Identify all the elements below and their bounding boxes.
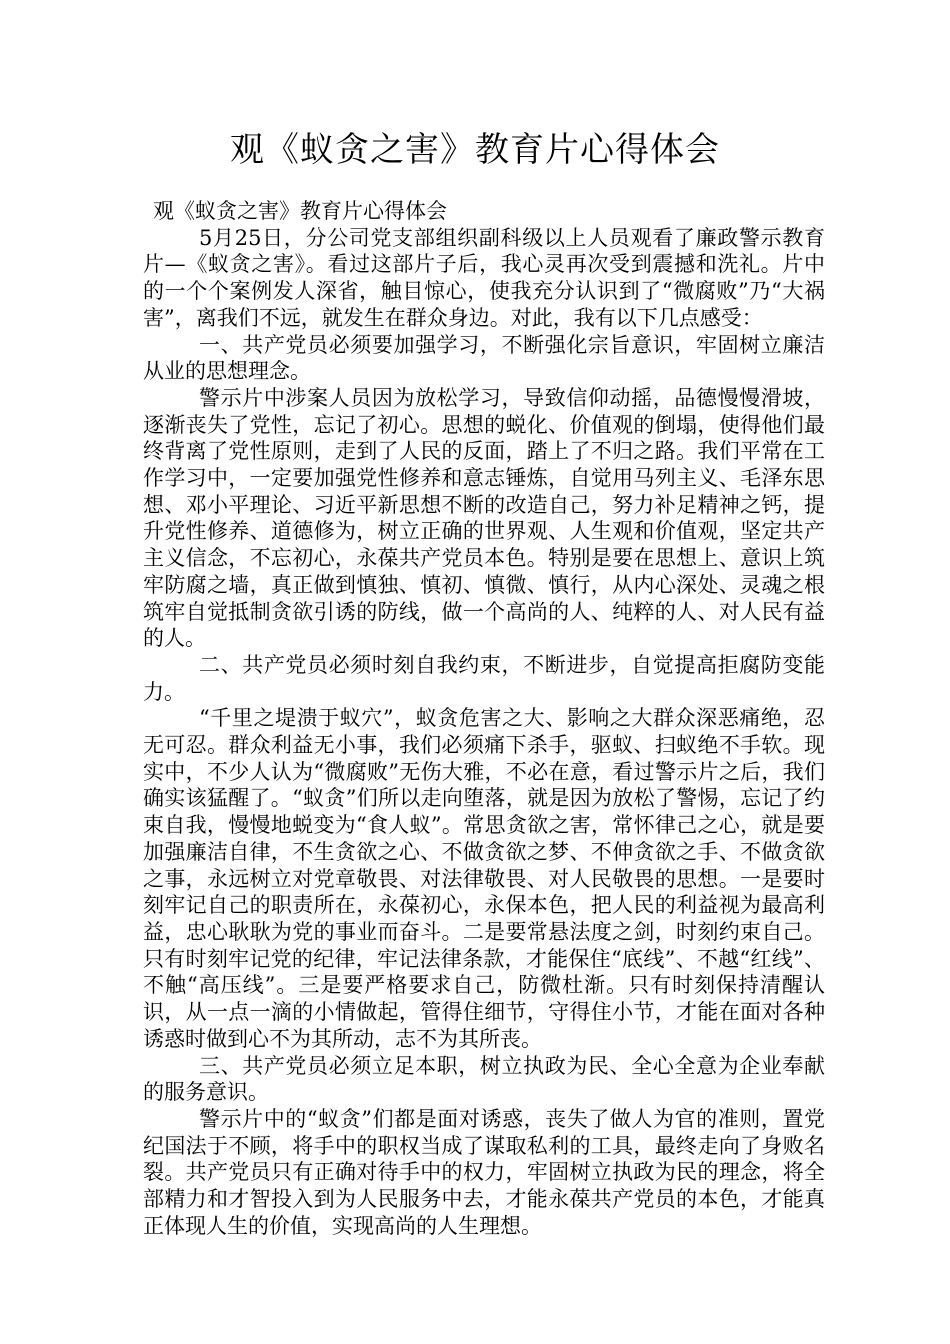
section-heading-2: 二、共产党员必须时刻自我约束，不断进步，自觉提高拒腐防变能力。 [143,652,825,704]
section-heading-1: 一、共产党员必须要加强学习，不断强化宗旨意识，牢固树立廉洁从业的思想理念。 [143,332,825,384]
document-body [143,198,825,1239]
paragraph-section-1: 警示片中涉案人员因为放松学习，导致信仰动摇，品德慢慢滑坡，逐渐丧失了党性，忘记了初心。思想的蜕化、价值观的倒塌，使得他们最终背离了党性原则，走到了人民的反面，踏上了不归之路。我们平常在工作学习中，一定要加强党性修养和意志锤炼，自觉用马列主义、毛泽东思想、邓小平理论、习近平新思想不断的改造自己，努力补足精神之钙，提升党性修养、道德修为，树立正确的世界观、人生观和价值观，坚定共产主义信念，不忘初心，永葆共产党员本色。特别是要在思想上、意识上筑牢防腐之墙，真正做到慎独、慎初、慎微、慎行，从内心深处、灵魂之根筑牢自觉抵制贪欲引诱的防线，做一个高尚的人、纯粹的人、对人民有益的人。 [143,385,825,651]
document-title: 观《蚁贪之害》教育片心得体会 [230,130,720,170]
paragraph-section-3: 警示片中的“蚁贪”们都是面对诱惑，丧失了做人为官的准则，置党纪国法于不顾，将手中的职权当成了谋取私利的工具，最终走向了身败名裂。共产党员只有正确对待手中的权力，牢固树立执政为民的理念，将全部精力和才智投入到为人民服务中去，才能永葆共产党员的本色，才能真正体现人生的价值，实现高尚的人生理想。 [143,1106,825,1238]
paragraph-intro: 5月25日，分公司党支部组织副科级以上人员观看了廉政警示教育片—《蚁贪之害》。看过这部片子后，我心灵再次受到震撼和洗礼。片中的一个个案例发人深省，触目惊心，使我充分认识到了“微腐败”乃“大祸害”，离我们不远，就发生在群众身边。对此，我有以下几点感受： [143,225,825,330]
document-subtitle: 观《蚁贪之害》教育片心得体会 [153,199,447,223]
paragraph-section-2: “千里之堤溃于蚁穴”，蚁贪危害之大、影响之大群众深恶痛绝，忍无可忍。群众利益无小事，我们必须痛下杀手，驱蚁、扫蚁绝不手软。现实中，不少人认为“微腐败”无伤大雅，不必在意，看过警示片之后，我们确实该猛醒了。“蚁贪”们所以走向堕落，就是因为放松了警惕，忘记了约束自我，慢慢地蜕变为“食人蚁”。常思贪欲之害，常怀律己之心，就是要加强廉洁自律，不生贪欲之心、不做贪欲之梦、不伸贪欲之手、不做贪欲之事，永远树立对党章敬畏、对法律敬畏、对人民敬畏的思想。一是要时刻牢记自己的职责所在，永葆初心，永保本色，把人民的利益视为最高利益，忠心耿耿为党的事业而奋斗。二是要常悬法度之剑，时刻约束自己。只有时刻牢记党的纪律，牢记法律条款，才能保住“底线”、不越“红线”、不触“高压线”。三是要严格要求自己，防微杜渐。只有时刻保持清醒认识，从一点一滴的小情做起，管得住细节，守得住小节，才能在面对各种诱惑时做到心不为其所动，志不为其所丧。 [143,706,825,1051]
section-heading-3: 三、共产党员必须立足本职，树立执政为民、全心全意为企业奉献的服务意识。 [143,1053,825,1105]
